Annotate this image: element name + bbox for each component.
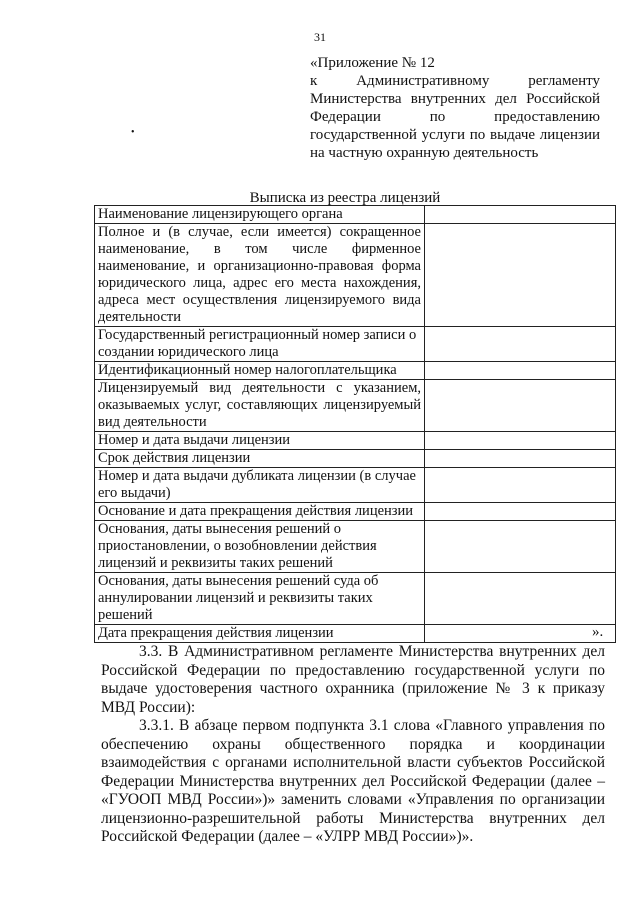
- row-label: Срок действия лицензии: [95, 450, 425, 468]
- row-value: [425, 327, 616, 362]
- table-row: [95, 450, 616, 468]
- body-text: [101, 643, 605, 847]
- table-title: Выписка из реестра лицензий: [249, 190, 441, 206]
- row-label: Основание и дата прекращения действия лицензии: [95, 503, 425, 521]
- row-value: [425, 503, 616, 521]
- row-value: [425, 432, 616, 450]
- registry-table: [94, 205, 616, 643]
- appendix-header: [310, 54, 600, 162]
- table-row: [95, 468, 616, 503]
- table-row: [95, 521, 616, 573]
- row-label: Полное и (в случае, если имеется) сокращенное наименование, в том числе фирменное наименование, и организационно-правовая форма юридического лица, адрес его места нахождения, адреса мест осуществления лицензируемого вида деятельности: [95, 224, 425, 327]
- page-number: 31: [314, 30, 326, 44]
- row-value: [425, 206, 616, 224]
- row-label: Идентификационный номер налогоплательщика: [95, 362, 425, 380]
- appendix-title: «Приложение № 12: [310, 55, 435, 71]
- table-row: [95, 432, 616, 450]
- row-label: Основания, даты вынесения решений суда об аннулировании лицензий и реквизиты таких решений: [95, 573, 425, 625]
- row-value: [425, 521, 616, 573]
- paragraph-3-3-1: 3.3.1. В абзаце первом подпункта 3.1 слова «Главного управления по обеспечению охраны общественного порядка и координации взаимодействия с органами исполнительной власти субъектов Российской Федерации Министерства внутренних дел Российской Федерации (далее – «ГУООП МВД России»)» заменить словами «Управления по организации лицензионно-разрешительной работы Министерства внутренних дел Российской Федерации (далее – «УЛРР МВД России»)».: [101, 717, 605, 845]
- appendix-line: к Административному регламенту: [310, 73, 600, 89]
- table-row: [95, 224, 616, 327]
- table-row: [95, 327, 616, 362]
- row-label: Основания, даты вынесения решений о приостановлении, о возобновлении действия лицензий и реквизиты таких решений: [95, 521, 425, 573]
- closing-quote: ».: [592, 624, 604, 640]
- row-label: Номер и дата выдачи дубликата лицензии (в случае его выдачи): [95, 468, 425, 503]
- appendix-line: Министерства внутренних дел Российской: [310, 91, 600, 107]
- table-row: [95, 625, 616, 643]
- row-label: Лицензируемый вид деятельности с указанием, оказываемых услуг, составляющих лицензируемый вид деятельности: [95, 380, 425, 432]
- appendix-line: Федерации по предоставлению: [310, 109, 600, 125]
- table-row: [95, 362, 616, 380]
- table-row: [95, 206, 616, 224]
- row-value: [425, 625, 616, 643]
- appendix-line: на частную охранную деятельность: [310, 145, 539, 161]
- table-row: [95, 380, 616, 432]
- row-label: Наименование лицензирующего органа: [95, 206, 425, 224]
- row-label: Государственный регистрационный номер записи о создании юридического лица: [95, 327, 425, 362]
- row-value: [425, 450, 616, 468]
- paragraph-3-3: 3.3. В Административном регламенте Министерства внутренних дел Российской Федерации по предоставлению государственной услуги по выдаче удостоверения частного охранника (приложение № 3 к приказу МВД России):: [101, 643, 605, 716]
- table-row: [95, 573, 616, 625]
- appendix-line: государственной услуги по выдаче лицензии: [310, 127, 600, 143]
- stray-dot: •: [131, 127, 135, 138]
- row-value: [425, 573, 616, 625]
- table-row: [95, 503, 616, 521]
- row-value: [425, 380, 616, 432]
- row-label: Дата прекращения действия лицензии: [95, 625, 425, 643]
- row-label: Номер и дата выдачи лицензии: [95, 432, 425, 450]
- row-value: [425, 224, 616, 327]
- row-value: [425, 468, 616, 503]
- row-value: [425, 362, 616, 380]
